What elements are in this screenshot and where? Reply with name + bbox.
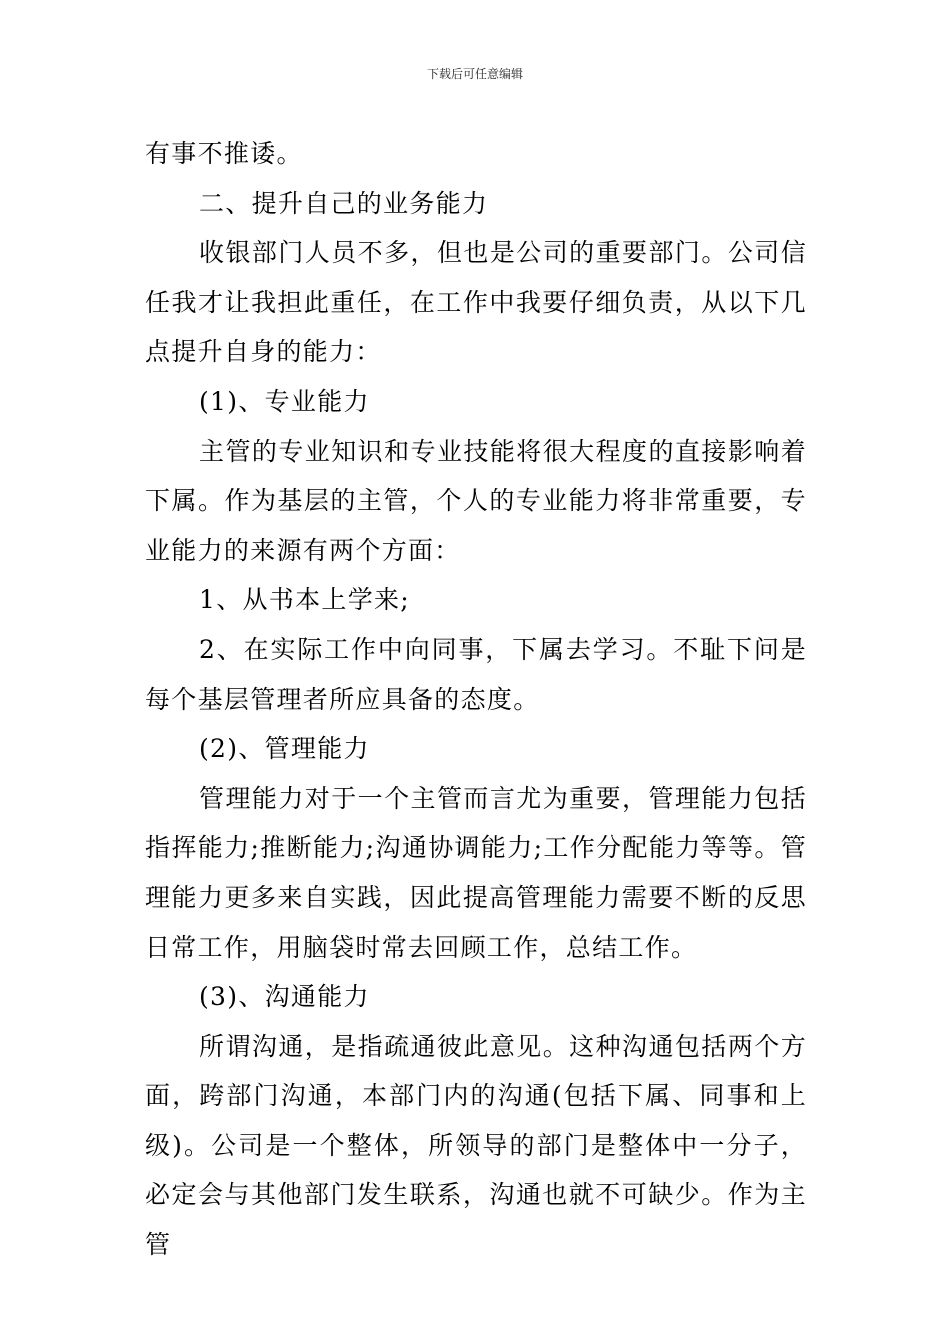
page-header: 下载后可任意编辑 — [426, 67, 523, 81]
list-item-1: 1、从书本上学来; — [199, 585, 411, 615]
section-heading-business-ability: 二、提升自己的业务能力 — [199, 188, 489, 218]
list-item-2: 2、在实际工作中向同事，下属去学习。不耻下问是每个基层管理者所应具备的态度。 — [145, 634, 807, 714]
document-body — [145, 129, 807, 1270]
subheading-communication-ability: (3)、沟通能力 — [199, 982, 370, 1012]
subheading-management-ability: (2)、管理能力 — [199, 734, 370, 764]
paragraph-5: 主管的专业知识和专业技能将很大程度的直接影响着下属。作为基层的主管，个人的专业能力将非常重要，专业能力的来源有两个方面： — [145, 436, 807, 565]
paragraph-11: 所谓沟通，是指疏通彼此意见。这种沟通包括两个方面，跨部门沟通，本部门内的沟通(包括下属、同事和上级)。公司是一个整体，所领导的部门是整体中一分子，必定会与其他部门发生联系，沟通也就不可缺少。作为主管 — [145, 1031, 807, 1260]
subheading-professional-ability: (1)、专业能力 — [199, 386, 370, 416]
paragraph-3: 收银部门人员不多，但也是公司的重要部门。公司信任我才让我担此重任，在工作中我要仔细负责，从以下几点提升自身的能力： — [145, 238, 807, 367]
paragraph-9: 管理能力对于一个主管而言尤为重要，管理能力包括指挥能力;推断能力;沟通协调能力;工作分配能力等等。管理能力更多来自实践，因此提高管理能力需要不断的反思日常工作，用脑袋时常去回顾工作，总结工作。 — [145, 783, 807, 962]
paragraph-1: 有事不推诿。 — [145, 139, 303, 168]
